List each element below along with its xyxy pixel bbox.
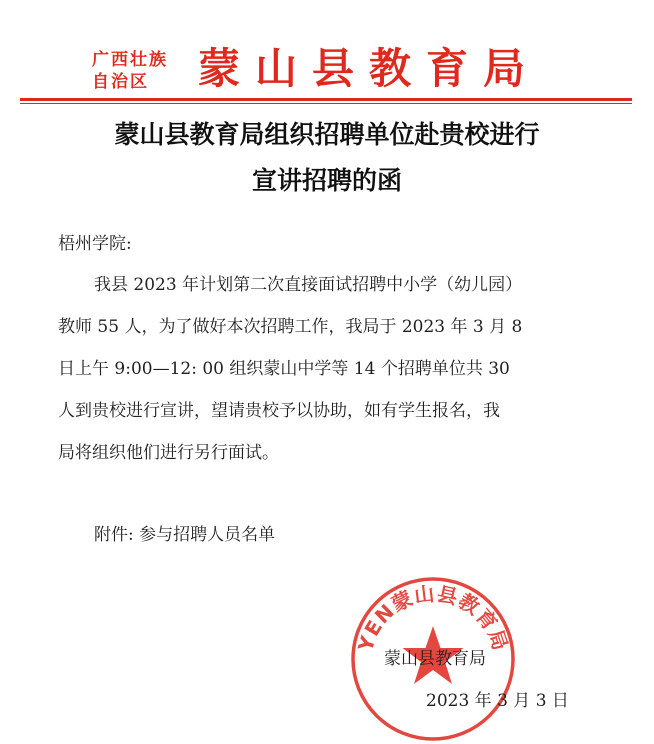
body-line-3: 日上午 9:00—12: 00 组织蒙山中学等 14 个招聘单位共 30 [58,359,510,379]
signature-date: 2023 年 3 月 3 日 [426,691,569,711]
letterhead-region-line1: 广西壮族 [92,50,168,70]
letterhead-rule-thick [20,98,632,101]
letterhead-region-line2: 自治区 [92,72,149,92]
salutation: 梧州学院: [58,234,132,254]
letterhead-org-name: 蒙山县教育局 [198,44,541,93]
document-title-line2: 宣讲招聘的函 [251,166,402,195]
seal-text: YEN蒙山县教育局 [353,581,513,655]
body-line-2: 教师 55 人，为了做好本次招聘工作，我局于 2023 年 3 月 8 [58,317,523,337]
body-line-4: 人到贵校进行宣讲，望请贵校予以协助，如有学生报名，我 [58,401,500,421]
letterhead-rule-thin [20,103,632,104]
body-line-1: 我县 2023 年计划第二次直接面试招聘中小学（幼儿园） [94,275,523,295]
body-line-5: 局将组织他们进行另行面试。 [58,443,279,463]
attachment-note: 附件: 参与招聘人员名单 [94,525,276,545]
signature-org: 蒙山县教育局 [384,649,486,669]
document-title-line1: 蒙山县教育局组织招聘单位赴贵校进行 [114,120,540,149]
